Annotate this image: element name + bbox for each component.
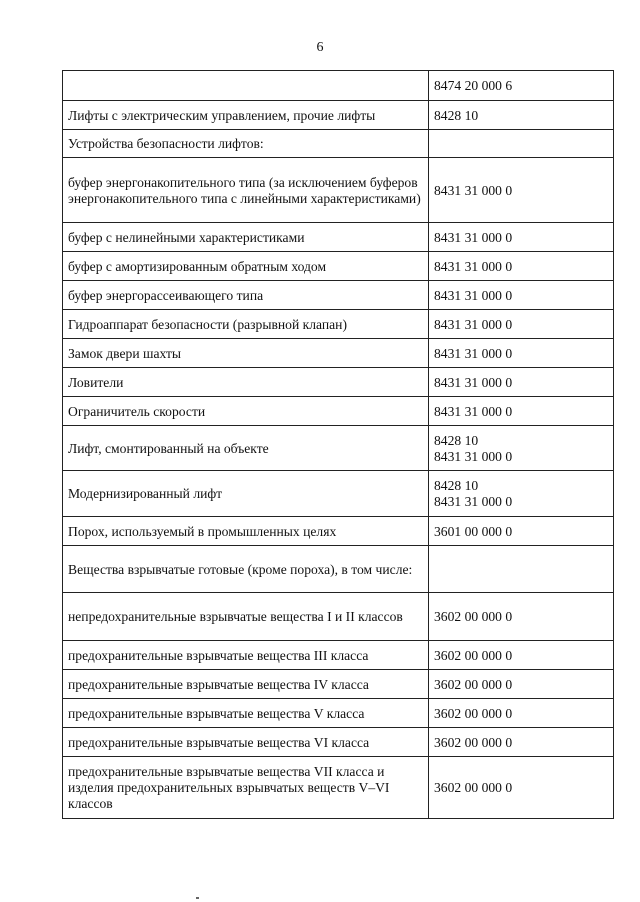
goods-code-table bbox=[62, 70, 614, 819]
table-row bbox=[63, 757, 614, 819]
product-name-cell: буфер с нелинейными характеристиками bbox=[63, 223, 429, 252]
product-name-cell: Модернизированный лифт bbox=[63, 471, 429, 517]
product-name-cell: Вещества взрывчатые готовые (кроме пороха), в том числе: bbox=[63, 546, 429, 593]
product-name-cell: Устройства безопасности лифтов: bbox=[63, 130, 429, 158]
tn-ved-code-cell bbox=[429, 546, 614, 593]
table-row bbox=[63, 339, 614, 368]
tn-ved-code-cell: 8431 31 000 0 bbox=[429, 397, 614, 426]
tn-ved-code-cell: 8431 31 000 0 bbox=[429, 339, 614, 368]
tn-ved-code-cell: 8431 31 000 0 bbox=[429, 310, 614, 339]
product-name-cell: предохранительные взрывчатые вещества VII класса и изделия предохранительных взрывчатых веществ V–VI классов bbox=[63, 757, 429, 819]
product-name-cell: Ограничитель скорости bbox=[63, 397, 429, 426]
tn-ved-code-cell bbox=[429, 130, 614, 158]
table-row bbox=[63, 368, 614, 397]
table-row bbox=[63, 281, 614, 310]
table-row bbox=[63, 670, 614, 699]
page-number: 6 bbox=[316, 40, 324, 55]
product-name-cell: буфер энергонакопительного типа (за исключением буферов энергонакопительного типа с линейными характеристиками) bbox=[63, 158, 429, 223]
product-name-cell: предохранительные взрывчатые вещества III класса bbox=[63, 641, 429, 670]
table-row bbox=[63, 397, 614, 426]
table-row bbox=[63, 310, 614, 339]
product-name-cell: Ловители bbox=[63, 368, 429, 397]
table-row bbox=[63, 471, 614, 517]
tn-ved-code-cell: 3602 00 000 0 bbox=[429, 757, 614, 819]
product-name-cell: Лифты с электрическим управлением, прочие лифты bbox=[63, 101, 429, 130]
tn-ved-code-cell: 8428 10 bbox=[429, 101, 614, 130]
tn-ved-code-cell: 3602 00 000 0 bbox=[429, 641, 614, 670]
tn-ved-code-cell: 8431 31 000 0 bbox=[429, 281, 614, 310]
table-row bbox=[63, 101, 614, 130]
table-row bbox=[63, 728, 614, 757]
product-name-cell: Замок двери шахты bbox=[63, 339, 429, 368]
product-name-cell: Лифт, смонтированный на объекте bbox=[63, 426, 429, 471]
tn-ved-code-cell: 8431 31 000 0 bbox=[429, 223, 614, 252]
product-name-cell: предохранительные взрывчатые вещества IV класса bbox=[63, 670, 429, 699]
table-row bbox=[63, 593, 614, 641]
table-row bbox=[63, 546, 614, 593]
table-row bbox=[63, 517, 614, 546]
tn-ved-code-cell: 3602 00 000 0 bbox=[429, 670, 614, 699]
product-name-cell: буфер энергорассеивающего типа bbox=[63, 281, 429, 310]
table-row bbox=[63, 252, 614, 281]
table-row bbox=[63, 641, 614, 670]
product-name-cell: непредохранительные взрывчатые вещества I и II классов bbox=[63, 593, 429, 641]
tn-ved-code-cell: 8474 20 000 6 bbox=[429, 71, 614, 101]
tn-ved-code-cell: 3602 00 000 0 bbox=[429, 593, 614, 641]
table-row bbox=[63, 130, 614, 158]
tn-ved-code-cell: 8431 31 000 0 bbox=[429, 252, 614, 281]
product-name-cell bbox=[63, 71, 429, 101]
tn-ved-code-cell: 8428 10 8431 31 000 0 bbox=[429, 471, 614, 517]
table-row bbox=[63, 71, 614, 101]
table-row bbox=[63, 699, 614, 728]
table-row bbox=[63, 158, 614, 223]
tn-ved-code-cell: 3602 00 000 0 bbox=[429, 728, 614, 757]
product-name-cell: Порох, используемый в промышленных целях bbox=[63, 517, 429, 546]
scan-speck bbox=[196, 897, 199, 899]
tn-ved-code-cell: 8431 31 000 0 bbox=[429, 368, 614, 397]
tn-ved-code-cell: 8431 31 000 0 bbox=[429, 158, 614, 223]
product-name-cell: буфер с амортизированным обратным ходом bbox=[63, 252, 429, 281]
product-name-cell: предохранительные взрывчатые вещества VI класса bbox=[63, 728, 429, 757]
product-name-cell: Гидроаппарат безопасности (разрывной клапан) bbox=[63, 310, 429, 339]
tn-ved-code-cell: 3601 00 000 0 bbox=[429, 517, 614, 546]
tn-ved-code-cell: 3602 00 000 0 bbox=[429, 699, 614, 728]
table-row bbox=[63, 223, 614, 252]
product-name-cell: предохранительные взрывчатые вещества V класса bbox=[63, 699, 429, 728]
tn-ved-code-cell: 8428 10 8431 31 000 0 bbox=[429, 426, 614, 471]
table-row bbox=[63, 426, 614, 471]
